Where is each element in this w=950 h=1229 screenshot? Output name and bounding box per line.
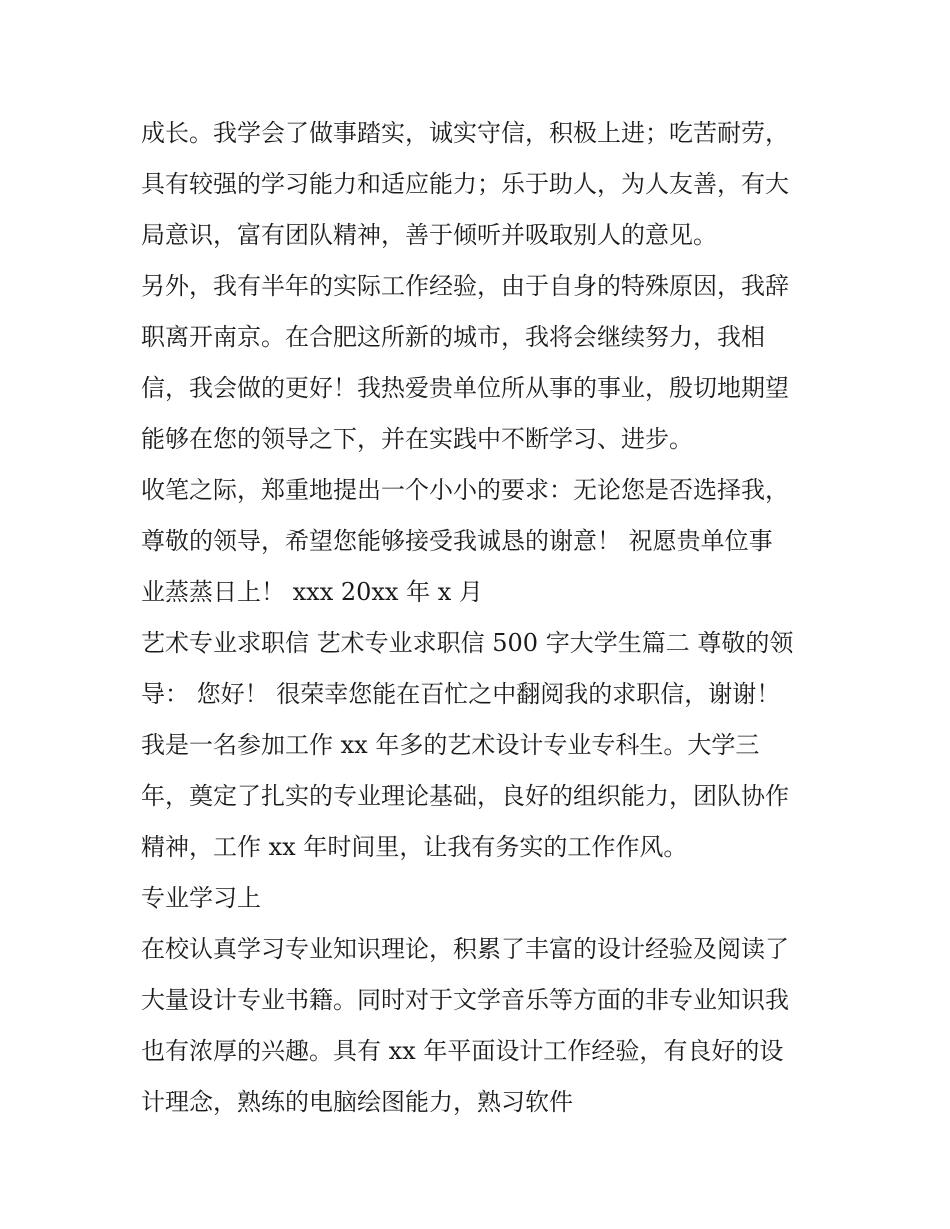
text-line: 收笔之际，郑重地提出一个小小的要求：无论您是否选择我， [141,476,789,504]
text-line: 业蒸蒸日上！ xxx 20xx 年 x 月 [141,578,483,606]
text-line: 成长。我学会了做事踏实，诚实守信，积极上进；吃苦耐劳， [141,119,789,147]
text-line: 具有较强的学习能力和适应能力；乐于助人，为人友善，有大 [141,170,789,198]
text-line: 职离开南京。在合肥这所新的城市，我将会继续努力，我相 [141,323,765,351]
text-line: 也有浓厚的兴趣。具有 xx 年平面设计工作经验，有良好的设 [141,1037,784,1065]
text-line: 大量设计专业书籍。同时对于文学音乐等方面的非专业知识我 [141,986,789,1014]
text-line: 导： 您好！ 很荣幸您能在百忙之中翻阅我的求职信，谢谢！ [141,680,781,708]
section-heading: 专业学习上 [141,884,261,912]
document-body [141,108,821,1128]
text-line: 计理念，熟练的电脑绘图能力，熟习软件 [141,1088,573,1116]
text-line: 另外，我有半年的实际工作经验，由于自身的特殊原因，我辞 [141,272,789,300]
text-line: 信，我会做的更好！我热爱贵单位所从事的事业，殷切地期望 [141,374,789,402]
text-line: 精神，工作 xx 年时间里，让我有务实的工作作风。 [141,833,688,861]
text-line: 局意识，富有团队精神，善于倾听并吸取别人的意见。 [141,221,717,249]
text-line: 艺术专业求职信 艺术专业求职信 500 字大学生篇二 尊敬的领 [141,629,794,657]
text-line: 能够在您的领导之下，并在实践中不断学习、进步。 [141,425,693,453]
text-line: 在校认真学习专业知识理论，积累了丰富的设计经验及阅读了 [141,935,789,963]
text-line: 我是一名参加工作 xx 年多的艺术设计专业专科生。大学三 [141,731,760,759]
text-line: 年，奠定了扎实的专业理论基础，良好的组织能力，团队协作 [141,782,789,810]
text-line: 尊敬的领导，希望您能够接受我诚恳的谢意！ 祝愿贵单位事 [141,527,773,555]
